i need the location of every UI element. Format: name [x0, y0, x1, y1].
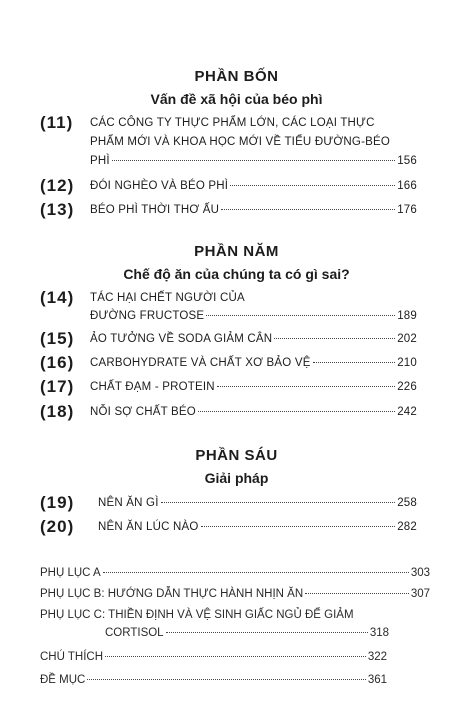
page-number: 361: [367, 674, 387, 686]
page-number: 242: [397, 406, 417, 418]
chapter-title-line: ĐÓI NGHÈO VÀ BÉO PHÌ: [90, 180, 229, 192]
chapter-number: (15): [40, 329, 75, 348]
page-number: 176: [397, 204, 417, 216]
chapter-title-line: CARBOHYDRATE VÀ CHẤT XƠ BẢO VỆ: [90, 357, 311, 369]
dot-leader: [198, 411, 395, 412]
dot-leader: [105, 656, 366, 657]
page-number: 258: [397, 497, 417, 509]
dot-leader: [103, 572, 409, 573]
part-five-subtitle: Chế độ ăn của chúng ta có gì sai?: [123, 266, 350, 282]
chapter-title-line: NÊN ĂN GÌ: [98, 497, 159, 509]
page-number: 189: [397, 310, 417, 322]
chapter-number: (14): [40, 288, 75, 307]
chapter-number: (18): [40, 402, 75, 421]
chapter-title-line: NÊN ĂN LÚC NÀO: [98, 521, 199, 533]
dot-leader: [87, 679, 365, 680]
page-number: 210: [397, 357, 417, 369]
appendix-title: CHÚ THÍCH: [40, 651, 104, 663]
chapter-number: (16): [40, 353, 75, 372]
part-six-title: PHẦN SÁU: [195, 447, 278, 464]
appendix-b-entry[interactable]: [40, 588, 430, 600]
dot-leader: [230, 185, 395, 186]
dot-leader: [217, 386, 395, 387]
appendix-title: ĐỀ MỤC: [40, 674, 86, 686]
chapter-title-line: BÉO PHÌ THỜI THƠ ẤU: [90, 204, 220, 216]
dot-leader: [221, 209, 395, 210]
part-four-title: PHẦN BỐN: [194, 68, 279, 85]
appendix-title: PHỤ LỤC A: [40, 567, 101, 579]
index-entry[interactable]: [40, 674, 387, 686]
page-number: 166: [397, 180, 417, 192]
appendix-title: PHỤ LỤC C: THIỀN ĐỊNH VÀ VỆ SINH GIẤC NGỦ ĐỂ GIẢM: [40, 609, 354, 621]
chapter-title-line: TÁC HẠI CHẾT NGƯỜI CỦA: [90, 292, 245, 304]
page-number: 202: [397, 333, 417, 345]
dot-leader: [166, 632, 368, 633]
page-number: 322: [367, 651, 387, 663]
page-number: 156: [397, 155, 417, 167]
dot-leader: [305, 593, 409, 594]
chapter-number: (12): [40, 176, 75, 195]
dot-leader: [274, 338, 395, 339]
part-five-title: PHẦN NĂM: [194, 243, 279, 260]
chapter-number: (13): [40, 200, 75, 219]
page-number: 307: [410, 588, 430, 600]
chapter-title-line: ĐƯỜNG FRUCTOSE: [90, 310, 205, 322]
dot-leader: [112, 160, 395, 161]
dot-leader: [201, 526, 396, 527]
chapter-title-line: CHẤT ĐẠM - PROTEIN: [90, 381, 215, 393]
page-number: 226: [397, 381, 417, 393]
chapter-title-line: CÁC CÔNG TY THỰC PHẨM LỚN, CÁC LOẠI THỰC: [90, 117, 375, 129]
chapter-number: (17): [40, 377, 75, 396]
part-six-subtitle: Giải pháp: [204, 470, 269, 486]
chapter-title-line: PHẨM MỚI VÀ KHOA HỌC MỚI VỀ TIỂU ĐƯỜNG-BÉO: [90, 136, 390, 148]
chapter-title-line: ẢO TƯỞNG VỀ SODA GIẢM CÂN: [90, 333, 273, 345]
chapter-title-line: PHÌ: [90, 155, 110, 167]
chapter-number: (20): [40, 517, 75, 536]
page-number: 282: [397, 521, 417, 533]
chapter-number: (19): [40, 493, 75, 512]
dot-leader: [161, 502, 396, 503]
page-number: 303: [410, 567, 430, 579]
appendix-title: PHỤ LỤC B: HƯỚNG DẪN THỰC HÀNH NHỊN ĂN: [40, 588, 304, 600]
appendix-a-entry[interactable]: [40, 567, 430, 579]
dot-leader: [313, 362, 396, 363]
dot-leader: [206, 315, 395, 316]
appendix-c-entry-line2[interactable]: [105, 627, 389, 639]
part-four-subtitle: Vấn đề xã hội của béo phì: [150, 91, 323, 107]
appendix-c-entry-line1[interactable]: [40, 609, 430, 621]
appendix-title: CORTISOL: [105, 627, 164, 639]
chapter-title-line: NỖI SỢ CHẤT BÉO: [90, 406, 196, 418]
page-number: 318: [369, 627, 389, 639]
chapter-number: (11): [40, 113, 74, 132]
notes-entry[interactable]: [40, 651, 387, 663]
